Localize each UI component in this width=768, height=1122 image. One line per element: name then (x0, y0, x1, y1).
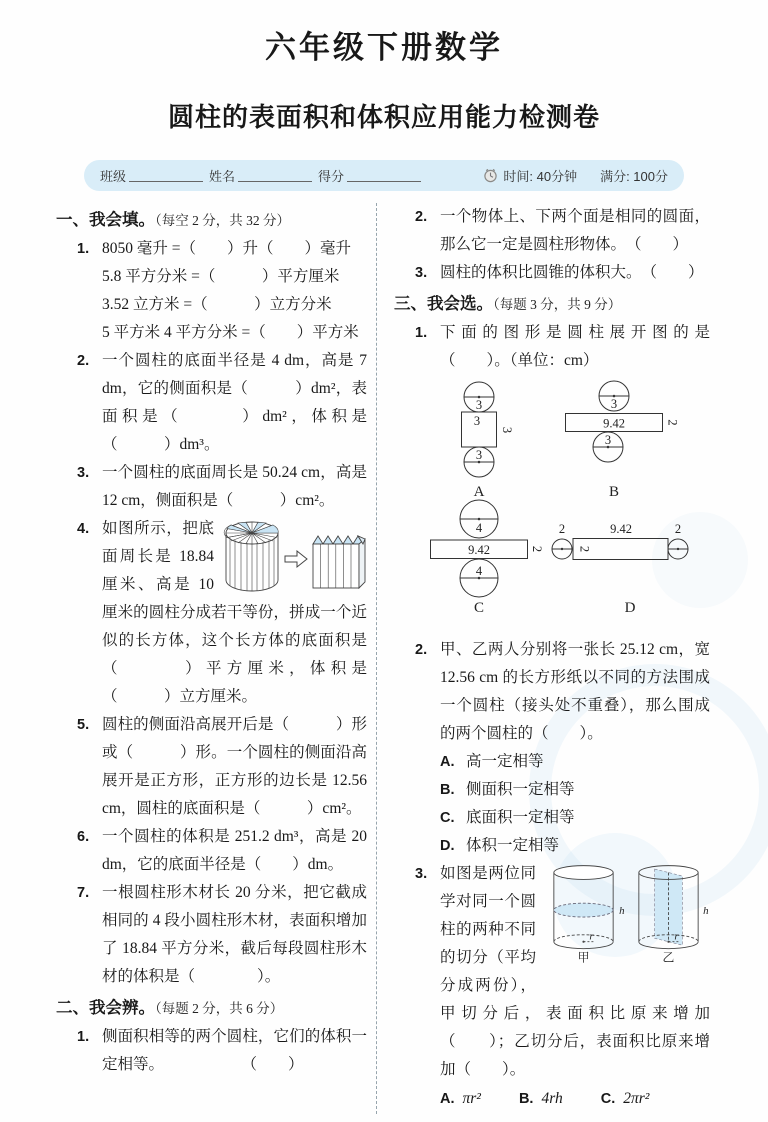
option-label: C. (440, 810, 455, 826)
option-a-label: A (473, 484, 485, 500)
score-blank-line (347, 169, 421, 182)
class-label: 班级 (100, 169, 127, 184)
rect-height-label: 2 (577, 545, 592, 553)
question-text: 一个圆柱的体积是 251.2 dm³，高是 20 dm，它的底面半径是（ ）dm。 (102, 828, 367, 873)
question-text: 甲、乙两人分别将一张长 25.12 cm，宽 12.56 cm 的长方形纸以不同的方法围成一个圆柱（接头处不重叠），那么围成的两个圆柱的（ ）。 (440, 641, 710, 742)
question-text: 圆柱的侧面沿高展开后是（ ）形或（ ）形。一个圆柱的侧面沿高展开是正方形，正方形的边长是 12.56 cm，圆柱的底面积是（ ）cm²。 (102, 716, 367, 817)
choice-option-b (440, 776, 710, 804)
two-column-body (56, 203, 712, 1114)
square-height-label: 3 (500, 426, 514, 434)
section3-note: （每题 3 分，共 9 分） (493, 297, 622, 312)
question-number: 1. (77, 241, 90, 257)
choice-option-d (440, 832, 710, 860)
radius-label: r (589, 930, 594, 943)
fill-question-7 (56, 879, 367, 991)
full-score-text: 满分: 100分 (600, 169, 668, 184)
question-number: 2. (415, 209, 428, 225)
right-column (376, 203, 710, 1114)
question-number: 5. (77, 717, 90, 733)
judge-question-3 (394, 259, 710, 287)
formula-option-a (440, 1084, 481, 1114)
option-c-label: C (473, 600, 485, 616)
question-text: 一个圆柱的底面周长是 50.24 cm，高是 12 cm，侧面积是（ ）cm²。 (102, 464, 367, 509)
option-d-label: D (624, 600, 636, 616)
page-subtitle: 圆柱的表面积和体积应用能力检测卷 (167, 103, 600, 132)
choice-question-3 (394, 860, 710, 1084)
height-label: h (703, 905, 709, 918)
option-label: B. (440, 782, 455, 798)
arrow-icon (285, 551, 307, 567)
question-text: 一个圆柱的底面半径是 4 dm，高是 7 dm，它的侧面积是（ ）dm²，表面积是（ ）dm²，体积是（ ）dm³。 (102, 352, 367, 453)
option-b-label: B (608, 484, 620, 500)
question-number: 3. (415, 866, 428, 882)
cylinder-cut-figure (542, 862, 710, 974)
class-blank-line (129, 169, 203, 182)
choice-question-1 (394, 319, 710, 375)
circle-diameter-label: 2 (558, 522, 566, 536)
cylinder-yi-label: 乙 (662, 950, 675, 965)
circle-diameter-label: 4 (475, 564, 483, 578)
judge-question-2 (394, 203, 710, 259)
student-info-bar (84, 160, 684, 191)
conversion-line: 3.52 立方米 =（ ）立方分米 (102, 296, 332, 313)
rect-width-label: 9.42 (468, 543, 490, 557)
judge-question-1 (56, 1023, 367, 1079)
formula-option-b (519, 1084, 563, 1114)
option-text: 体积一定相等 (466, 837, 560, 854)
fill-question-4 (56, 515, 367, 711)
square-width-label: 3 (473, 414, 481, 428)
section3-heading (394, 289, 710, 319)
fill-question-1 (56, 235, 367, 347)
section3-title: 三、我会选。 (394, 295, 493, 313)
rect-height-label: 2 (530, 545, 544, 553)
section2-heading (56, 993, 367, 1023)
fill-question-6 (56, 823, 367, 879)
question-number: 2. (77, 353, 90, 369)
radius-label: r (674, 930, 679, 943)
circle-diameter-label: 3 (475, 448, 483, 462)
circle-diameter-label: 3 (475, 398, 483, 412)
name-label: 姓名 (209, 169, 236, 184)
section1-note: （每空 2 分，共 32 分） (155, 213, 290, 228)
choice-option-a (440, 748, 710, 776)
cylinder-to-prism-figure (219, 518, 367, 596)
question-text: 如图是两位同学对同一个圆柱的两种不同的切分（平均分成两份），甲切分后，表面积比原来增加（ ）；乙切分后，表面积比原来增加（ ）。 (440, 865, 710, 1078)
section1-heading (56, 205, 367, 235)
question-number: 1. (77, 1029, 90, 1045)
clock-icon (483, 168, 498, 183)
question-text: 下面的图形是圆柱展开图的是（ ）。（单位：cm） (440, 324, 710, 369)
question-number: 7. (77, 885, 90, 901)
option-text: 底面积一定相等 (466, 809, 575, 826)
option-label: A. (440, 1091, 455, 1107)
choice-option-c (440, 804, 710, 832)
conversion-line: 5 平方米 4 平方分米 =（ ）平方米 (102, 324, 359, 341)
left-column (56, 203, 376, 1114)
option-label: B. (518, 1091, 534, 1107)
section2-note: （每题 2 分，共 6 分） (155, 1001, 284, 1016)
question-number: 3. (415, 265, 428, 281)
question-number: 3. (77, 465, 90, 481)
option-label: A. (440, 754, 455, 770)
question-number: 1. (415, 325, 428, 341)
fill-question-2 (56, 347, 367, 459)
height-label: h (619, 905, 625, 918)
option-text: 高一定相等 (466, 753, 544, 770)
fill-question-5 (56, 711, 367, 823)
option-formula: 2πr² (623, 1090, 650, 1107)
fill-question-3 (56, 459, 367, 515)
question-number: 2. (415, 642, 428, 658)
question-text: 一个物体上、下两个面是相同的圆面，那么它一定是圆柱形物体。 （ ） (440, 208, 710, 253)
question-text: 圆柱的体积比圆锥的体积大。 （ ） (440, 264, 704, 281)
choice-question-2 (394, 636, 710, 748)
option-label: C. (600, 1091, 616, 1107)
conversion-line: 5.8 平方分米 =（ ）平方厘米 (102, 268, 340, 285)
unfold-options-figure (402, 379, 710, 634)
option-text: 侧面积一定相等 (466, 781, 575, 798)
circle-diameter-label: 3 (604, 433, 612, 447)
conversion-line: 8050 毫升 =（ ）升（ ）毫升 (102, 240, 351, 257)
circle-diameter-label: 4 (475, 521, 483, 535)
question-number: 4. (77, 521, 90, 537)
formula-option-c (601, 1084, 650, 1114)
question-text: 一根圆柱形木材长 20 分米，把它截成相同的 4 段小圆柱形木材，表面积增加了 18.84 平方分米，截后每段圆柱形木材的体积是（ ）。 (102, 884, 367, 985)
option-formula: πr² (462, 1090, 481, 1107)
option-formula: 4rh (541, 1090, 563, 1107)
rect-width-label: 9.42 (610, 522, 632, 536)
circle-diameter-label: 2 (674, 522, 682, 536)
time-limit-text: 时间: 40分钟 (503, 169, 578, 184)
question-number: 6. (77, 829, 90, 845)
rect-width-label: 9.42 (603, 416, 625, 431)
score-label: 得分 (318, 169, 345, 184)
rect-height-label: 2 (665, 419, 680, 426)
cylinder-jia-label: 甲 (577, 950, 590, 965)
section1-title: 一、我会填。 (56, 211, 155, 229)
question-text: 如图所示，把底面周长是 18.84 厘米、高是 10 厘米的圆柱分成若干等份，拼成一个近似的长方体，这个长方体的底面积是（ ）平方厘米，体积是（ ）立方厘米。 (102, 520, 367, 705)
question-text: 侧面积相等的两个圆柱，它们的体积一定相等。 （ ） (102, 1028, 367, 1073)
page-title: 六年级下册数学 (265, 30, 503, 65)
formula-options-row (440, 1084, 710, 1114)
circle-diameter-label: 3 (610, 397, 618, 411)
option-label: D. (440, 838, 455, 854)
name-blank-line (238, 169, 312, 182)
section2-title: 二、我会辨。 (56, 999, 155, 1017)
